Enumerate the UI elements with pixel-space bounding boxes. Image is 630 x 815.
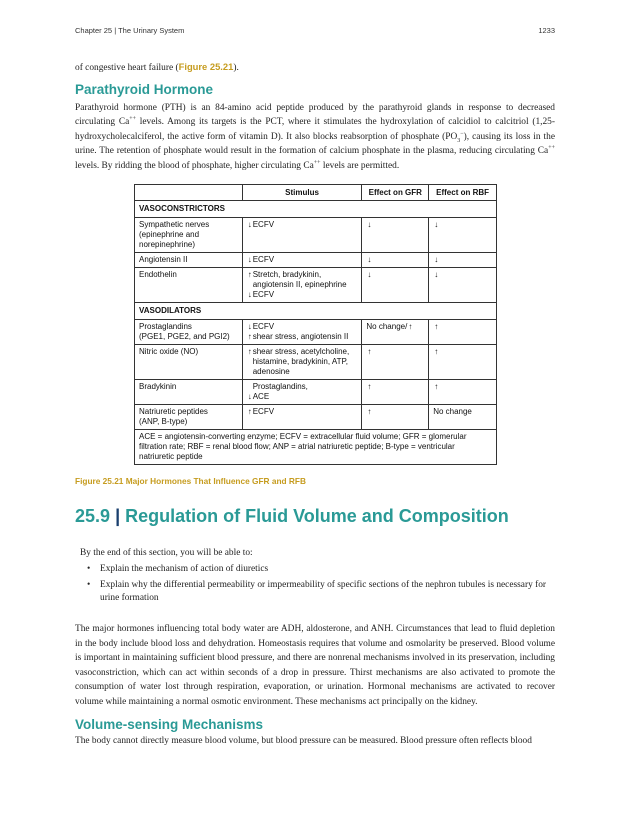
header-stimulus: Stimulus (242, 185, 362, 201)
stimulus-text: Stretch, bradykinin, (252, 270, 322, 279)
table-row (135, 268, 497, 303)
hormone-name (135, 405, 243, 430)
table-header-row (135, 185, 497, 201)
section-title: Regulation of Fluid Volume and Composition (125, 506, 509, 526)
stimulus-text: shear stress, acetylcholine, (252, 347, 350, 356)
up-arrow-icon: ↑ (367, 407, 372, 416)
bullet-icon: • (87, 580, 91, 590)
stimulus-text: ACE (252, 392, 270, 401)
down-arrow-icon: ↓ (434, 270, 439, 279)
table-row (135, 218, 497, 253)
down-arrow-icon: ↓ (367, 255, 372, 264)
vasodilators-row (135, 303, 497, 320)
objective-text: Explain the mechanism of action of diuretics (100, 564, 269, 574)
hormone-table (134, 184, 497, 465)
list-item (80, 563, 550, 576)
objectives-list (80, 563, 550, 605)
stimulus-text: ECFV (252, 322, 275, 331)
section-separator: | (115, 506, 121, 526)
pth-text-4: levels. By ridding the blood of phosphate, higher circulating Ca (75, 160, 314, 171)
stimulus-text: Prostaglandins, (252, 382, 308, 391)
up-arrow-icon: ↑ (408, 322, 413, 331)
stimulus-cell (242, 218, 362, 253)
rbf-cell (429, 380, 497, 405)
hormone-name: Endothelin (135, 268, 243, 303)
name-line: Natriuretic peptides (139, 407, 208, 416)
rbf-cell (429, 320, 497, 345)
stimulus-line (247, 322, 358, 332)
down-arrow-icon: ↓ (247, 322, 252, 331)
intro-before: of congestive heart failure ( (75, 63, 179, 73)
volume-heading: Volume-sensing Mechanisms (75, 717, 264, 732)
bullet-icon: • (87, 564, 91, 574)
gfr-text: No change/ (366, 322, 408, 331)
hormone-name: Nitric oxide (NO) (135, 345, 243, 380)
pth-heading: Parathyroid Hormone (75, 81, 214, 97)
intro-after: ). (233, 63, 239, 73)
name-line: Prostaglandins (139, 322, 192, 331)
pth-text-5: levels are permitted. (320, 160, 400, 171)
name-line: Sympathetic nerves (139, 220, 210, 229)
up-arrow-icon: ↑ (247, 407, 252, 416)
learning-objectives (80, 547, 550, 608)
stimulus-line (247, 290, 358, 300)
list-item (80, 579, 550, 605)
stimulus-cell (242, 405, 362, 430)
up-arrow-icon: ↑ (367, 382, 372, 391)
stimulus-text: ECFV (252, 220, 275, 229)
vasodilators-label: VASODILATORS (135, 303, 497, 320)
figure-caption: Figure 25.21 Major Hormones That Influence GFR and RFB (75, 476, 306, 486)
stimulus-cell (242, 268, 362, 303)
down-arrow-icon: ↓ (367, 220, 372, 229)
up-arrow-icon: ↑ (247, 332, 252, 341)
stimulus-line (247, 270, 358, 280)
gfr-cell (362, 253, 429, 268)
top-content (75, 60, 555, 173)
gfr-cell (362, 268, 429, 303)
stimulus-line (247, 332, 358, 342)
pth-text-3: ), causing its loss in the urine. The retention of phosphate would result in the formation of calcium phosphate in the plasma, reducing circulating Ca (75, 131, 556, 156)
section-number: 25.9 (75, 506, 111, 526)
pth-text-1: Parathyroid hormone (PTH) is an 84-amino acid peptide produced by the parathyroid glands in response to decreased circulating Ca (75, 102, 555, 127)
name-line: (epinephrine and (139, 230, 200, 239)
stimulus-text: ECFV (252, 255, 275, 264)
table-footnote: ACE = angiotensin-converting enzyme; ECFV = extracellular fluid volume; GFR = glomerular filtration rate; RBF = renal blood flow; ANP = atrial natriuretic peptide; B-type = ventricular natriuretic peptide (135, 430, 497, 465)
table-row (135, 320, 497, 345)
header-blank (135, 185, 243, 201)
pth-sup-2: − (460, 130, 464, 137)
figure-link[interactable]: Figure 25.21 (178, 61, 234, 72)
hormone-name (135, 218, 243, 253)
name-line: (ANP, B-type) (139, 417, 188, 426)
up-arrow-icon: ↑ (247, 347, 252, 356)
chapter-running-title: Chapter 25 | The Urinary System (75, 26, 185, 35)
stimulus-cell (242, 380, 362, 405)
page-header (75, 26, 555, 38)
pth-sup-1: ++ (129, 115, 137, 122)
up-arrow-icon: ↑ (434, 382, 439, 391)
stimulus-text: ECFV (252, 407, 275, 416)
stimulus-cell (242, 320, 362, 345)
down-arrow-icon: ↓ (247, 220, 252, 229)
rbf-cell (429, 268, 497, 303)
rbf-cell (429, 345, 497, 380)
rbf-cell: No change (429, 405, 497, 430)
table-row (135, 405, 497, 430)
hormone-name: Angiotensin II (135, 253, 243, 268)
vasoconstrictors-label: VASOCONSTRICTORS (135, 201, 497, 218)
vasoconstrictors-row (135, 201, 497, 218)
pth-sup-3: ++ (548, 144, 555, 151)
stimulus-text: angiotensin II, epinephrine (252, 280, 347, 289)
rbf-cell (429, 253, 497, 268)
rbf-cell (429, 218, 497, 253)
pth-paragraph (75, 101, 555, 174)
down-arrow-icon: ↓ (247, 290, 252, 299)
hormone-name (135, 320, 243, 345)
objectives-intro: By the end of this section, you will be able to: (80, 548, 253, 558)
stimulus-text: shear stress, angiotensin II (252, 332, 349, 341)
up-arrow-icon: ↑ (247, 270, 252, 279)
stimulus-cell (242, 253, 362, 268)
up-arrow-icon: ↑ (367, 347, 372, 356)
pth-sub-1: 3 (457, 137, 461, 144)
table-row (135, 253, 497, 268)
fluid-paragraph: The major hormones influencing total body water are ADH, aldosterone, and ANH. Circumstances that lead to fluid depletion in the body include blood loss and dehydration. Homeostasis requires that volume and osmolarity be preserved. Blood volume is important in maintaining sufficient blood pressure, and there are nonrenal mechanisms involved in its preservation, including vasoconstriction, which can act within seconds of a drop in pressure. Thirst mechanisms are also activated to promote the consumption of water lost through respiration, evaporation, or urination. Hormonal mechanisms are activated to recover volume while maintaining a normal osmotic environment. These mechanisms act principally on the kidney. (75, 624, 555, 707)
pth-sup-4: ++ (313, 159, 321, 166)
table-row (135, 380, 497, 405)
down-arrow-icon: ↓ (247, 392, 252, 401)
header-rbf: Effect on RBF (429, 185, 497, 201)
stimulus-text: histamine, bradykinin, ATP, (252, 357, 349, 366)
stimulus-line (247, 392, 358, 402)
intro-line (75, 60, 555, 76)
gfr-cell (362, 345, 429, 380)
name-line: (PGE1, PGE2, and PGI2) (139, 332, 230, 341)
volume-paragraph-start: The body cannot directly measure blood volume, but blood pressure can be measured. Blood pressure often reflects blood (75, 736, 532, 746)
table-row (135, 345, 497, 380)
objective-text: Explain why the differential permeability or impermeability of specific sections of the nephron tubules is necessary for urine formation (100, 580, 547, 603)
up-arrow-icon: ↑ (434, 347, 439, 356)
header-gfr: Effect on GFR (362, 185, 429, 201)
stimulus-line (247, 347, 358, 357)
section-heading (75, 506, 509, 527)
footnote-row (135, 430, 497, 465)
down-arrow-icon: ↓ (434, 220, 439, 229)
down-arrow-icon: ↓ (434, 255, 439, 264)
hormone-name: Bradykinin (135, 380, 243, 405)
gfr-cell (362, 320, 429, 345)
down-arrow-icon: ↓ (247, 255, 252, 264)
up-arrow-icon: ↑ (434, 322, 439, 331)
stimulus-cell (242, 345, 362, 380)
down-arrow-icon: ↓ (367, 270, 372, 279)
gfr-cell (362, 218, 429, 253)
page-number: 1233 (538, 26, 555, 35)
name-line: norepinephrine) (139, 240, 196, 249)
stimulus-text: ECFV (252, 290, 275, 299)
pth-text-2: levels. Among its targets is the PCT, where it stimulates the hydroxylation of calcidiol to calcitriol (1,25-hydroxycholecalciferol, the active form of vitamin D). It also blocks reabsorption of phosphate (PO (75, 117, 555, 142)
stimulus-text: adenosine (252, 367, 290, 376)
gfr-cell (362, 380, 429, 405)
gfr-cell (362, 405, 429, 430)
